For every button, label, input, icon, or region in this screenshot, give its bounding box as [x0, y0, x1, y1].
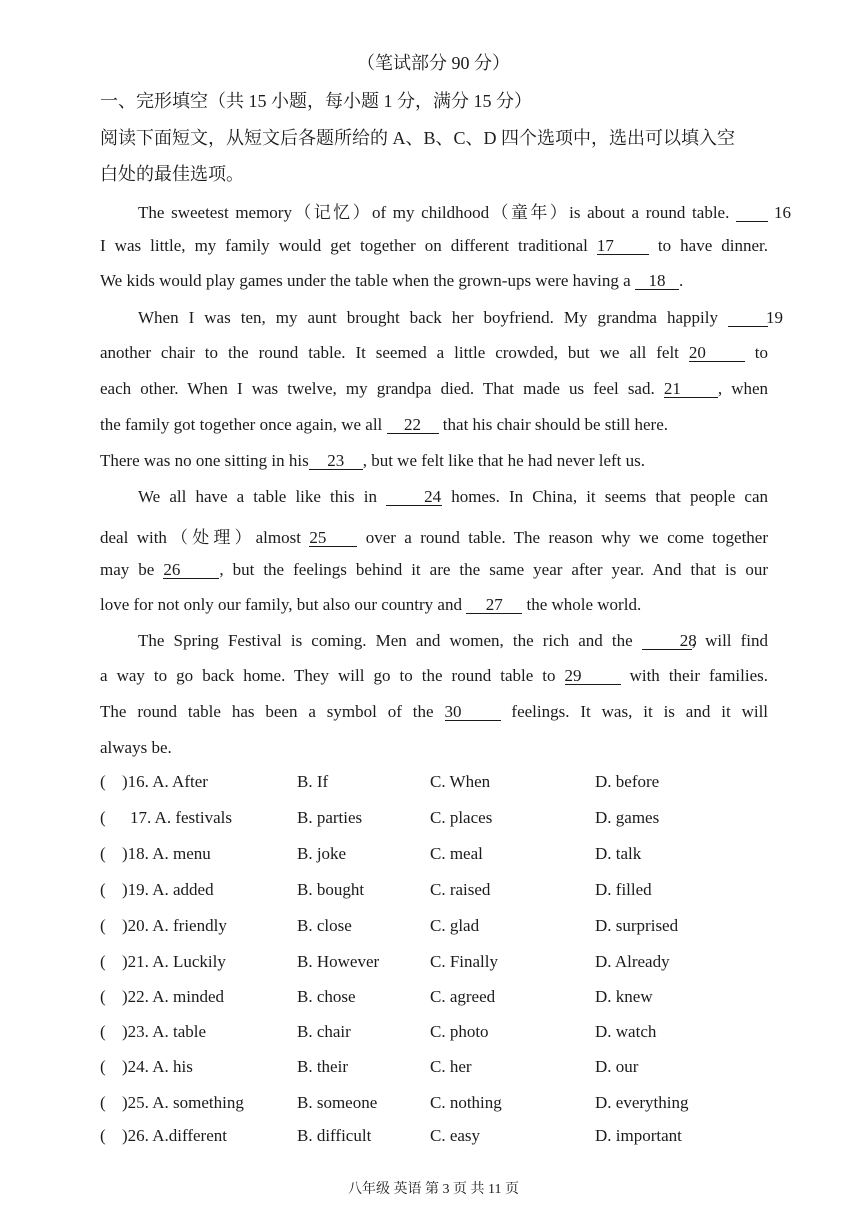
answer-paren[interactable]: ( [100, 1057, 106, 1076]
passage-text: the whole world. [526, 595, 642, 614]
blank-28: 28 [642, 633, 692, 650]
question-option-a: 17. A. festivals [130, 808, 232, 827]
blank-23: 23 [309, 453, 363, 470]
question-row [100, 808, 800, 832]
answer-paren[interactable]: ( [100, 808, 106, 827]
option-d: D. surprised [595, 916, 679, 935]
question-option-a: )26. A.different [122, 1126, 227, 1145]
option-b: B. bought [297, 880, 365, 899]
passage-line [100, 523, 768, 548]
question-row [100, 1093, 800, 1117]
option-b: B. If [297, 772, 329, 791]
answer-paren[interactable]: ( [100, 844, 106, 863]
answer-paren[interactable]: ( [100, 1022, 106, 1041]
passage-line [100, 236, 768, 256]
passage-line [100, 487, 768, 507]
question-row [100, 1126, 800, 1150]
blank-22: 22 [387, 417, 439, 434]
option-d: D. talk [595, 844, 642, 863]
option-b: B. their [297, 1057, 348, 1076]
page-footer: 八年级 英语 第 3 页 共 11 页 [348, 1182, 519, 1197]
passage-line [100, 415, 668, 435]
passage-text: The sweetest memory（记忆）of my childhood（童年）is about a round table. [138, 203, 730, 222]
passage-line [100, 343, 768, 363]
question-option-a: )20. A. friendly [122, 916, 227, 935]
blank-29: 29 [565, 668, 621, 685]
question-row [100, 1057, 800, 1081]
option-b: B. However [297, 952, 380, 971]
passage-line [100, 738, 172, 758]
question-option-a: )19. A. added [122, 880, 214, 899]
passage-text: The round table has been a symbol of the [100, 702, 434, 721]
option-c: C. photo [430, 1022, 489, 1041]
option-d: D. our [595, 1057, 639, 1076]
passage-text: a way to go back home. They will go to the round table to [100, 666, 556, 685]
passage-text: When I was ten, my aunt brought back her boyfriend. My grandma happily [138, 308, 718, 327]
passage-text: to have dinner. [657, 236, 769, 255]
passage-line [100, 379, 768, 399]
passage-text: , will find [691, 631, 768, 650]
passage-text: with their families. [629, 666, 769, 685]
answer-paren[interactable]: ( [100, 952, 106, 971]
section-heading: 一、完形填空（共 15 小题，每小题 1 分，满分 15 分） [100, 91, 532, 111]
question-row [100, 880, 800, 904]
question-option-a: )16. A. After [122, 772, 208, 791]
passage-line [100, 451, 645, 471]
option-d: D. everything [595, 1093, 689, 1112]
passage-line [100, 560, 768, 580]
option-c: C. When [430, 772, 491, 791]
option-c: C. Finally [430, 952, 499, 971]
blank-26: 26 [163, 562, 219, 579]
blank-30: 30 [445, 704, 501, 721]
passage-text: another chair to the round table. It seemed a little crowded, but we all felt [100, 343, 679, 362]
question-row [100, 952, 800, 976]
blank-18: 18 [635, 273, 679, 290]
passage-text: may be [100, 560, 155, 579]
passage-text: over a round table. The reason why we come together [365, 528, 768, 547]
option-d: D. Already [595, 952, 670, 971]
passage-text: The Spring Festival is coming. Men and women, the rich and the [138, 631, 633, 650]
answer-paren[interactable]: ( [100, 880, 106, 899]
passage-text: the family got together once again, we all [100, 415, 383, 434]
question-row [100, 987, 800, 1011]
exam-part-title: （笔试部分 90 分） [357, 53, 510, 73]
instruction-line-1: 阅读下面短文，从短文后各题所给的 A、B、C、D 四个选项中，选出可以填入空 [100, 128, 736, 148]
passage-text: love for not only our family, but also our country and [100, 595, 462, 614]
passage-text: We all have a table like this in [138, 487, 377, 506]
question-row [100, 772, 800, 796]
passage-text: I was little, my family would get together on different traditional [100, 236, 588, 255]
option-c: C. agreed [430, 987, 496, 1006]
blank-17: 17 [597, 238, 649, 255]
option-b: B. chose [297, 987, 356, 1006]
passage-text: deal with（处理）almost [100, 528, 301, 547]
option-d: D. watch [595, 1022, 657, 1041]
option-b: B. parties [297, 808, 363, 827]
blank-20: 20 [689, 345, 745, 362]
question-option-a: )18. A. menu [122, 844, 211, 863]
passage-text: , when [717, 379, 769, 398]
blank-16: 16 [736, 205, 768, 222]
option-c: C. nothing [430, 1093, 502, 1112]
option-c: C. her [430, 1057, 472, 1076]
passage-text: . [678, 271, 684, 290]
option-b: B. chair [297, 1022, 351, 1041]
option-c: C. easy [430, 1126, 481, 1145]
answer-paren[interactable]: ( [100, 1093, 106, 1112]
answer-paren[interactable]: ( [100, 1126, 106, 1145]
question-option-a: )24. A. his [122, 1057, 193, 1076]
passage-line [100, 666, 768, 686]
option-b: B. joke [297, 844, 347, 863]
option-b: B. close [297, 916, 352, 935]
passage-text: feelings. It was, it is and it will [511, 702, 769, 721]
passage-line [100, 271, 683, 291]
passage-text: to [754, 343, 769, 362]
option-b: B. difficult [297, 1126, 372, 1145]
option-d: D. before [595, 772, 660, 791]
option-b: B. someone [297, 1093, 378, 1112]
option-d: D. games [595, 808, 660, 827]
passage-text: homes. In China, it seems that people can [451, 487, 769, 506]
passage-text: each other. When I was twelve, my grandpa died. That made us feel sad. [100, 379, 655, 398]
blank-25: 25 [309, 530, 357, 547]
passage-line [100, 198, 792, 223]
question-row [100, 844, 800, 868]
blank-24: 24 [386, 489, 442, 506]
passage-text: that his chair should be still here. [442, 415, 668, 434]
option-d: D. filled [595, 880, 652, 899]
passage-text: There was no one sitting in his [100, 451, 309, 470]
passage-text: , but we felt like that he had never left us. [362, 451, 645, 470]
blank-21: 21 [664, 381, 718, 398]
passage-line [100, 595, 641, 615]
question-option-a: )23. A. table [122, 1022, 207, 1041]
question-row [100, 916, 800, 940]
question-option-a: )22. A. minded [122, 987, 224, 1006]
question-option-a: )21. A. Luckily [122, 952, 226, 971]
question-option-a: )25. A. something [122, 1093, 244, 1112]
passage-text: We kids would play games under the table when the grown-ups were having a [100, 271, 631, 290]
option-d: D. knew [595, 987, 653, 1006]
option-c: C. meal [430, 844, 483, 863]
passage-line [100, 308, 783, 328]
blank-27: 27 [466, 597, 522, 614]
answer-paren[interactable]: ( [100, 987, 106, 1006]
option-c: C. raised [430, 880, 491, 899]
blank-19: 19 [728, 310, 768, 327]
option-d: D. important [595, 1126, 682, 1145]
passage-line [100, 702, 768, 722]
question-row [100, 1022, 800, 1046]
passage-text: , but the feelings behind it are the same year after year. And that is our [219, 560, 768, 579]
passage-text: always be. [100, 738, 172, 757]
option-c: C. glad [430, 916, 480, 935]
option-c: C. places [430, 808, 493, 827]
answer-paren[interactable]: ( [100, 772, 106, 791]
instruction-line-2: 白处的最佳选项。 [100, 164, 244, 184]
answer-paren[interactable]: ( [100, 916, 106, 935]
passage-line [100, 631, 768, 651]
